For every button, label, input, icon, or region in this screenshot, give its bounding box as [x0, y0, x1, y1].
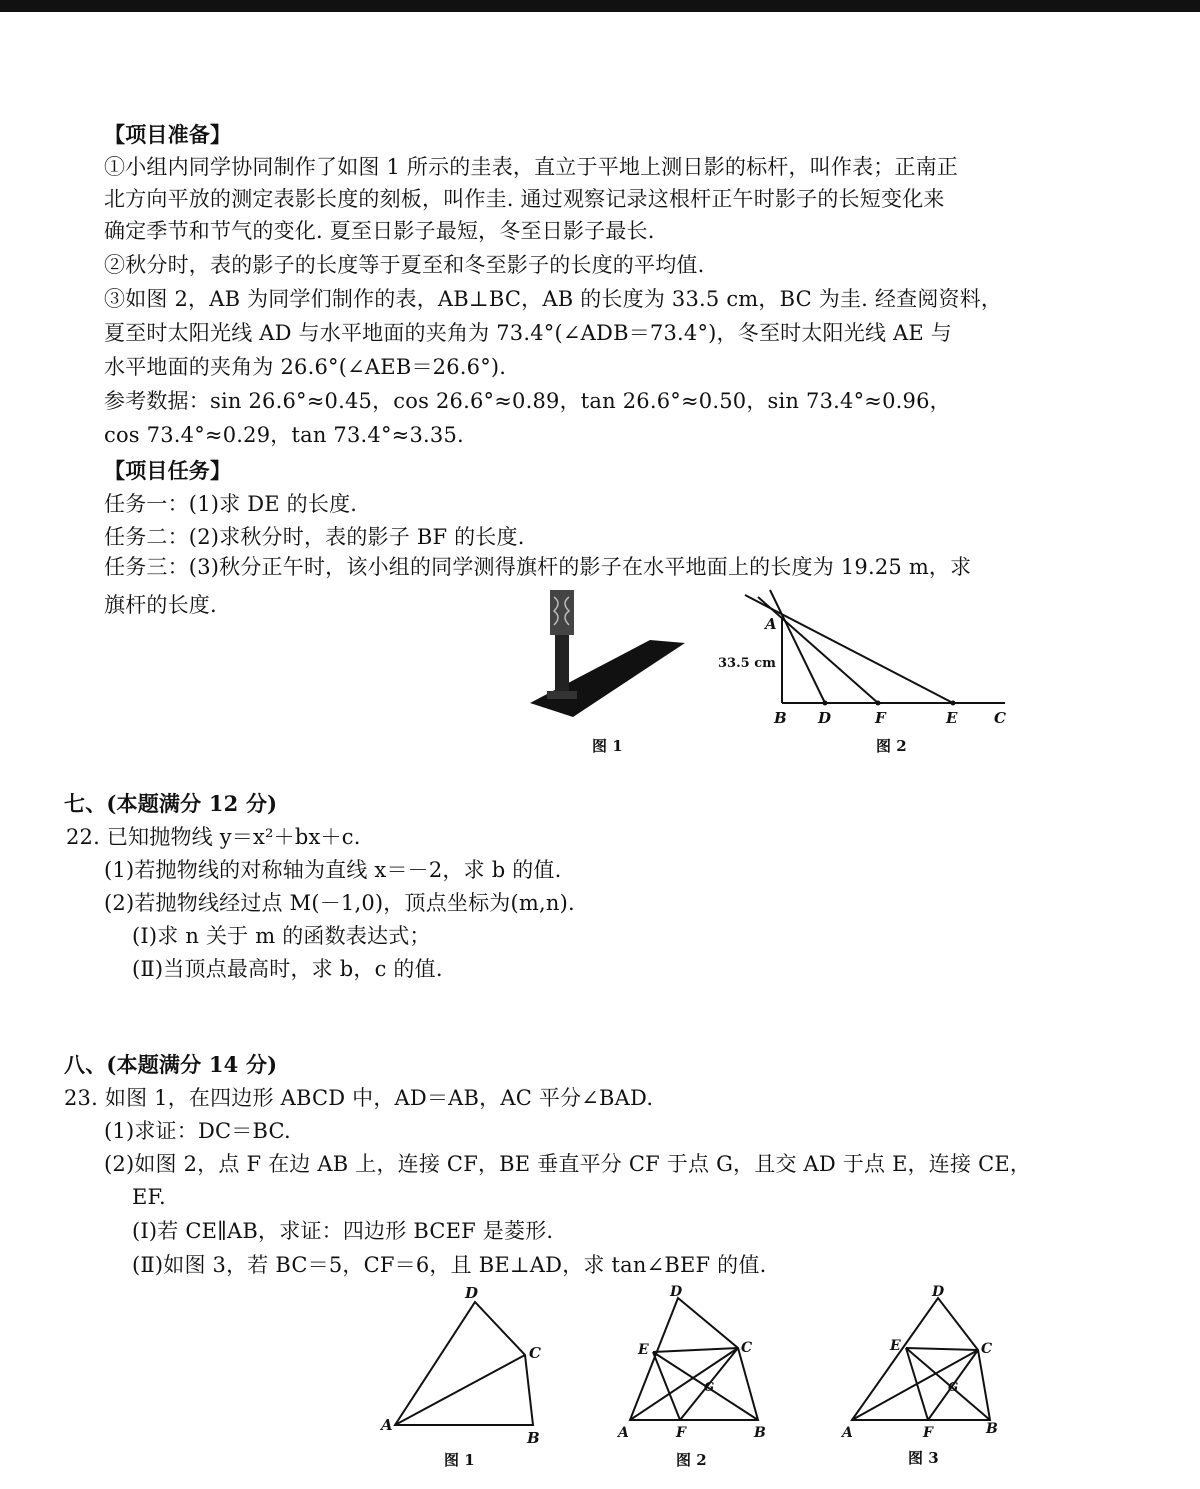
prep-heading: 【项目准备】: [104, 122, 232, 147]
gnomon-photo-figure: [525, 585, 695, 730]
segment-ef: [653, 1352, 680, 1420]
quadrilateral-abcd: [395, 1302, 533, 1425]
question-23-part-2-ii: (Ⅱ)如图 3，若 BC＝5，CF＝6，且 BE⊥AD，求 tan∠BEF 的值.: [132, 1253, 767, 1277]
question-23-part-1: (1)求证：DC＝BC.: [104, 1119, 291, 1143]
fig2-label-f: F: [676, 1425, 686, 1441]
prep-paragraph-1-line-2: 北方向平放的测定表影长度的刻板，叫作圭. 通过观察记录这根杆正午时影子的长短变化来: [104, 187, 945, 211]
prep-paragraph-3-line-1: ③如图 2，AB 为同学们制作的表，AB⊥BC，AB 的长度为 33.5 cm，BC 为圭. 经查阅资料，: [104, 287, 1003, 311]
quadrilateral-figure-1: [375, 1280, 555, 1450]
quadrilateral-figure-3: [840, 1280, 1010, 1450]
ray-ae: [745, 595, 953, 703]
question-23-stem: 23. 如图 1，在四边形 ABCD 中，AD＝AB，AC 平分∠BAD.: [64, 1086, 654, 1110]
fig3-label-c: C: [981, 1341, 993, 1357]
question-22-part-2-i: (Ⅰ)求 n 关于 m 的函数表达式；: [132, 924, 431, 948]
question-22-stem: 22. 已知抛物线 y＝x²＋bx＋c.: [66, 825, 361, 849]
task-one: 任务一：(1)求 DE 的长度.: [104, 492, 358, 516]
fig2-label-g: G: [704, 1380, 715, 1394]
fig3-label-a: A: [842, 1425, 853, 1441]
task-three-line-1: 任务三：(3)秋分正午时，该小组的同学测得旗杆的影子在水平地面上的长度为 19.25 m，求: [104, 555, 972, 579]
fig2-label-c: C: [741, 1340, 753, 1356]
segment-ec: [906, 1348, 978, 1350]
prep-paragraph-3-line-2: 夏至时太阳光线 AD 与水平地面的夹角为 73.4°(∠ADB＝73.4°)，冬至时太阳光线 AE 与: [104, 321, 953, 345]
question-22-part-2-ii: (Ⅱ)当顶点最高时，求 b，c 的值.: [132, 957, 443, 981]
segment-ec: [653, 1348, 738, 1352]
task-two: 任务二：(2)求秋分时，表的影子 BF 的长度.: [104, 525, 525, 549]
point-label-b: B: [774, 709, 787, 727]
segment-ac: [630, 1348, 738, 1420]
bottom-figure-2-caption: 图 2: [676, 1451, 707, 1469]
tasks-heading: 【项目任务】: [104, 458, 232, 483]
reference-data-line-2: cos 73.4°≈0.29，tan 73.4°≈3.35.: [104, 423, 464, 447]
pole-carving: [550, 590, 574, 635]
diagonal-ac: [395, 1355, 525, 1425]
figure-1-caption: 图 1: [592, 737, 623, 755]
point-label-a: A: [765, 615, 777, 633]
ray-ad: [770, 590, 825, 703]
fig1-label-b: B: [527, 1429, 540, 1447]
section-eight-heading: 八、(本题满分 14 分): [64, 1052, 278, 1077]
task-three-line-2: 旗杆的长度.: [104, 593, 217, 617]
fig2-label-a: A: [618, 1425, 629, 1441]
scan-top-border: [0, 0, 1200, 12]
fig3-label-e: E: [890, 1338, 901, 1354]
fig1-label-a: A: [381, 1416, 393, 1434]
fig2-label-d: D: [670, 1284, 683, 1300]
prep-paragraph-1-line-1: ①小组内同学协同制作了如图 1 所示的圭表，直立于平地上测日影的标杆，叫作表；正南正: [104, 155, 959, 179]
section-seven-heading: 七、(本题满分 12 分): [64, 791, 278, 816]
fig1-label-c: C: [529, 1344, 541, 1362]
prep-paragraph-1-line-3: 确定季节和节气的变化. 夏至日影子最短，冬至日影子最长.: [104, 219, 655, 243]
point-label-d: D: [818, 709, 832, 727]
prep-paragraph-2: ②秋分时，表的影子的长度等于夏至和冬至影子的长度的平均值.: [104, 253, 705, 277]
point-label-c: C: [994, 709, 1006, 727]
question-23-part-2-i: (Ⅰ)若 CE∥AB，求证：四边形 BCEF 是菱形.: [132, 1219, 554, 1243]
pole-length-label: 33.5 cm: [718, 656, 776, 671]
figure-2-caption: 图 2: [876, 737, 907, 755]
quadrilateral-figure-2: [610, 1280, 780, 1450]
fig2-label-b: B: [754, 1425, 766, 1441]
bottom-figure-3-caption: 图 3: [908, 1449, 939, 1467]
fig3-label-f: F: [923, 1425, 933, 1441]
question-22-part-1: (1)若抛物线的对称轴为直线 x＝－2，求 b 的值.: [104, 858, 562, 882]
question-23-part-2-line-2: EF.: [132, 1185, 166, 1209]
segment-ac: [852, 1350, 978, 1420]
shadow-geometry-figure: [710, 585, 1020, 730]
bottom-figure-1-caption: 图 1: [444, 1451, 475, 1469]
gui-board-shadow: [530, 640, 685, 717]
fig2-label-e: E: [638, 1342, 649, 1358]
point-label-e: E: [946, 709, 958, 727]
fig1-label-d: D: [465, 1284, 479, 1302]
reference-data-line-1: 参考数据：sin 26.6°≈0.45，cos 26.6°≈0.89，tan 26.6°≈0.50，sin 73.4°≈0.96，: [104, 389, 951, 413]
point-label-f: F: [875, 709, 886, 727]
question-23-part-2-line-1: (2)如图 2，点 F 在边 AB 上，连接 CF，BE 垂直平分 CF 于点 G，且交 AD 于点 E，连接 CE，: [104, 1152, 1032, 1176]
fig3-label-g: G: [948, 1380, 959, 1394]
prep-paragraph-3-line-3: 水平地面的夹角为 26.6°(∠AEB＝26.6°).: [104, 355, 507, 379]
fig3-label-d: D: [932, 1284, 945, 1300]
question-22-part-2: (2)若抛物线经过点 M(－1,0)，顶点坐标为(m,n).: [104, 891, 575, 915]
fig3-label-b: B: [986, 1421, 998, 1437]
